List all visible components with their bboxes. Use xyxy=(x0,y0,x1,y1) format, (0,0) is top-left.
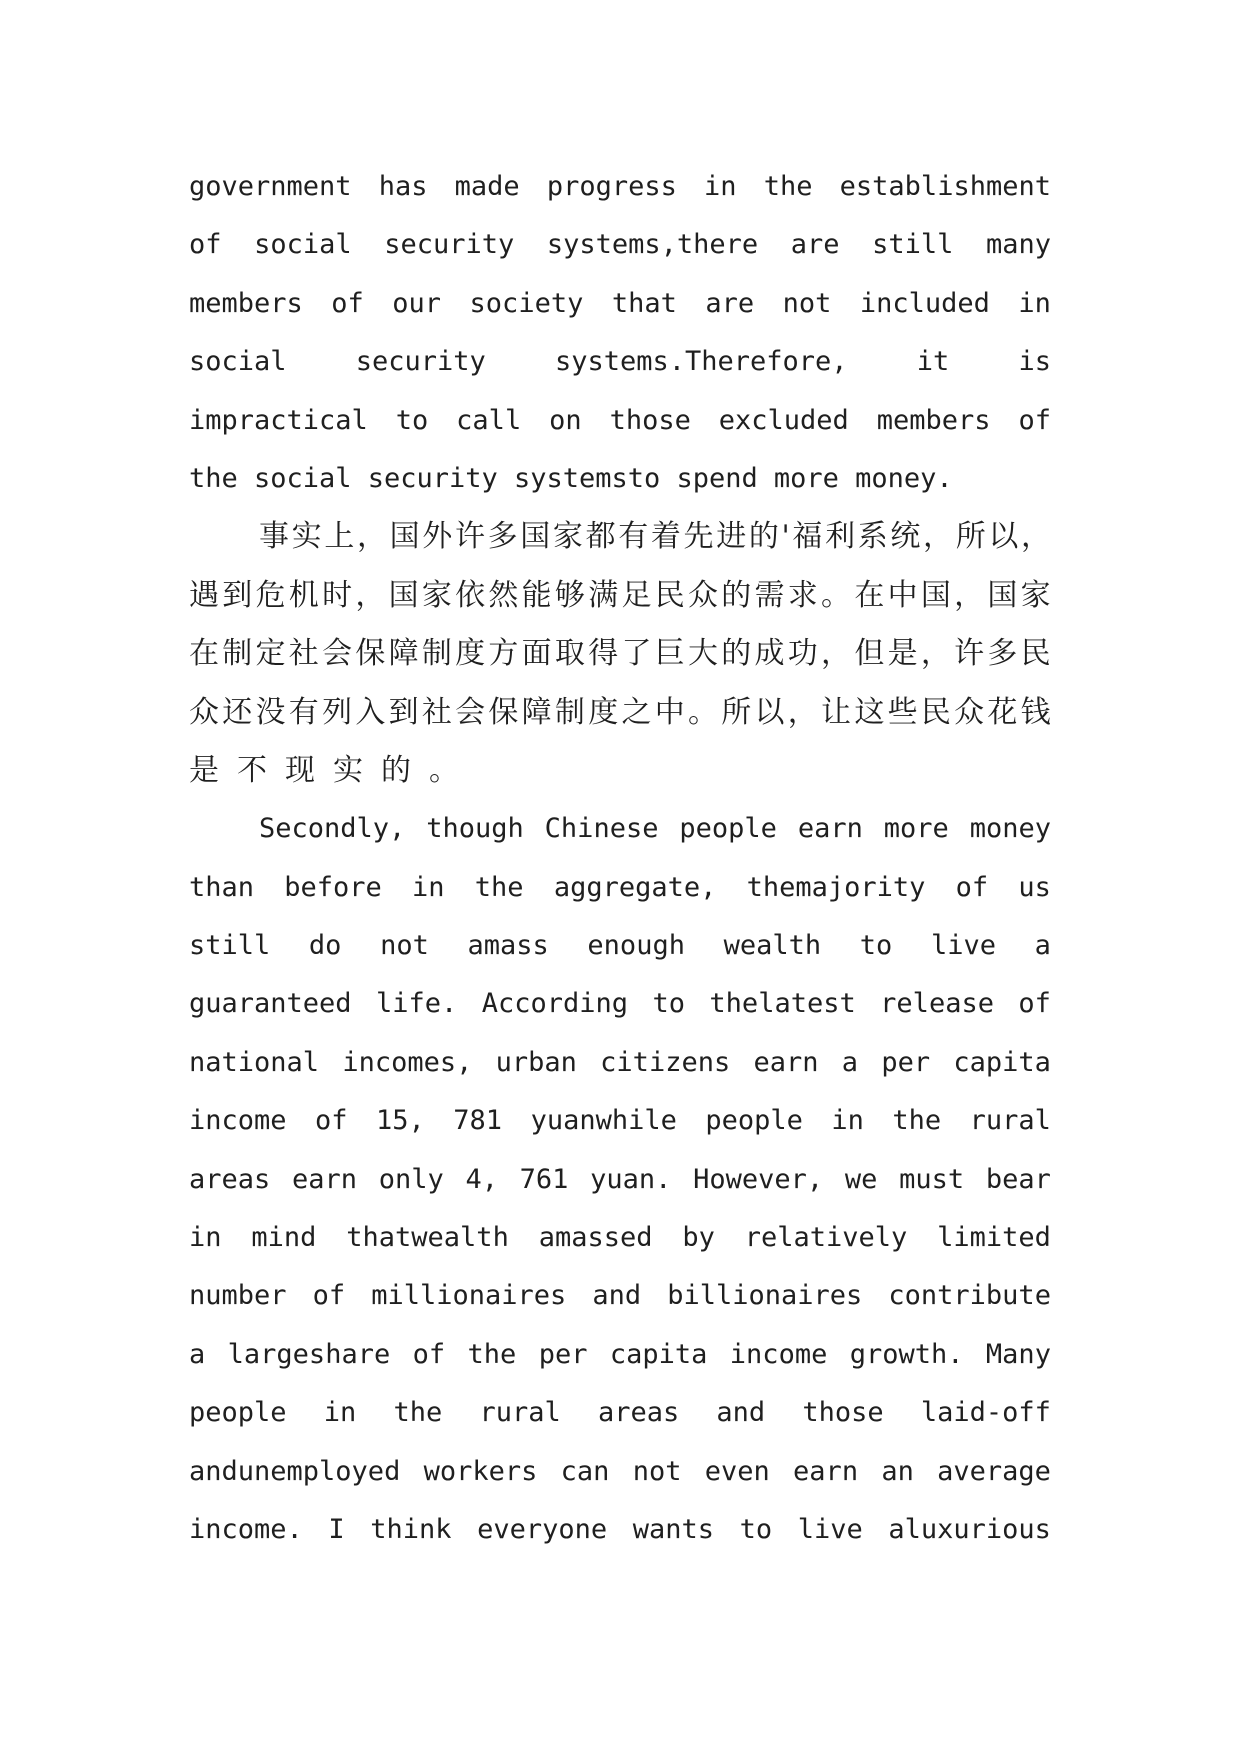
text-line: number of millionaires and billionaires contribute xyxy=(189,1280,1051,1312)
text-line: andunemployed workers can not even earn an average xyxy=(189,1455,1051,1487)
text-line: government has made progress in the establishment xyxy=(189,171,1051,202)
text-line: in mind thatwealth amassed by relatively limited xyxy=(189,1222,1051,1254)
text-line: guaranteed life. According to thelatest release of xyxy=(189,988,1051,1020)
text-line: of social security systems,there are still many xyxy=(189,229,1051,261)
paragraph xyxy=(189,800,1051,1559)
text-line: 是 不 现 实 的 。 xyxy=(189,752,459,788)
paragraph xyxy=(189,158,1051,508)
text-line: 事 实 上 ， 国 外 许 多 国 家 都 有 着 先 进 的 ' 福 利 系 统 ， 所 以 ， xyxy=(259,519,1051,555)
text-line: impractical to call on those excluded members of xyxy=(189,404,1051,436)
text-line: areas earn only 4, 761 yuan. However, we must bear xyxy=(189,1163,1051,1195)
text-line: income of 15, 781 yuanwhile people in the rural xyxy=(189,1105,1051,1137)
text-line: members of our society that are not included in xyxy=(189,287,1051,319)
paragraph xyxy=(189,508,1051,800)
text-line: than before in the aggregate, themajority of us xyxy=(189,871,1051,903)
document-body xyxy=(189,158,1051,1559)
text-line: a largeshare of the per capita income growth. Many xyxy=(189,1338,1051,1370)
text-line: still do not amass enough wealth to live a xyxy=(189,930,1051,962)
text-line: the social security systemsto spend more money. xyxy=(189,462,953,494)
text-line: Secondly, though Chinese people earn more money xyxy=(259,813,1051,845)
text-line: 遇 到 危 机 时 ， 国 家 依 然 能 够 满 足 民 众 的 需 求 。 在 中 国 ， 国 家 xyxy=(189,577,1051,613)
text-line: income. I think everyone wants to live aluxurious xyxy=(189,1513,1051,1545)
text-line: 众 还 没 有 列 入 到 社 会 保 障 制 度 之 中 。 所 以 ， 让 这 些 民 众 花 钱 xyxy=(189,694,1051,730)
text-line: social security systems.Therefore, it is xyxy=(189,346,1051,378)
text-line: people in the rural areas and those laid-off xyxy=(189,1397,1051,1429)
text-line: national incomes, urban citizens earn a per capita xyxy=(189,1046,1051,1078)
text-line: 在 制 定 社 会 保 障 制 度 方 面 取 得 了 巨 大 的 成 功 ， 但 是 ， 许 多 民 xyxy=(189,636,1051,672)
